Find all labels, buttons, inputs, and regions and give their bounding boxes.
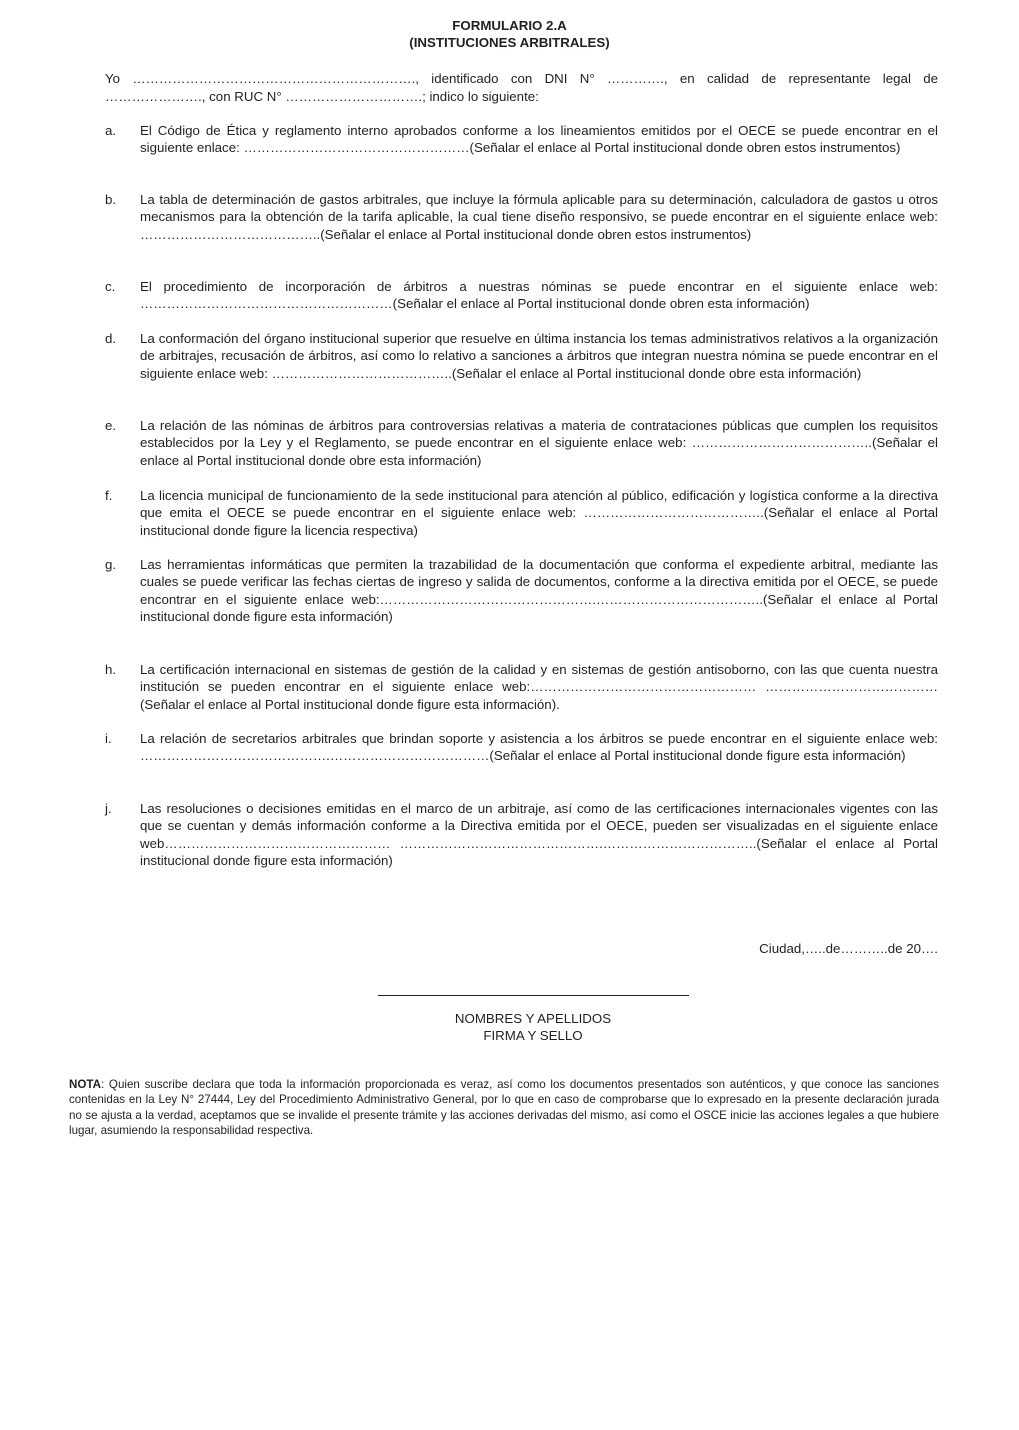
item-text: Las resoluciones o decisiones emitidas en el marco de un arbitraje, así como de las certificaciones internacionales vigentes con las que se cuentan y demás información conforme a la Directiva emitida por el OECE, pueden ser visualizadas en el siguiente enlace web…………………………………………… ……………………………………….……………………………..(Señalar el enlace al Portal institucional donde figure esta información) [140, 801, 938, 869]
item-letter: h. [105, 662, 117, 677]
city-date-line: Ciudad,…..de………..de 20…. [759, 941, 938, 956]
item-text: La relación de secretarios arbitrales que brindan soporte y asistencia a los árbitros se puede encontrar en el siguiente enlace web: …………………………………….………………………………(Señalar el enlace al Portal institucional donde figure esta información) [140, 731, 938, 764]
list-item-g [105, 556, 938, 626]
item-text: La conformación del órgano institucional superior que resuelve en última instancia los temas administrativos relativos a la organización de arbitrajes, recusación de árbitros, así como lo relativo a sanciones a árbitros que integran nuestra nómina se puede encontrar en el siguiente enlace web: …………………………………..(Señalar el enlace al Portal institucional donde obre esta información) [140, 331, 938, 381]
list-item-a [105, 122, 938, 157]
item-letter: b. [105, 192, 117, 207]
list-item-e [105, 417, 938, 469]
item-text: El procedimiento de incorporación de árbitros a nuestras nóminas se puede encontrar en el siguiente enlace web: …………………………………………………(Señalar el enlace al Portal institucional donde obren esta información) [140, 279, 938, 312]
form-subtitle: (INSTITUCIONES ARBITRALES) [409, 35, 610, 50]
footnote [69, 1077, 939, 1138]
list-item-f [105, 487, 938, 539]
signature-line [378, 995, 689, 996]
list-item-d [105, 330, 938, 382]
item-text: La certificación internacional en sistemas de gestión de la calidad y en sistemas de gestión antisoborno, con las que cuenta nuestra institución se pueden encontrar en el siguiente enlace web:…………………………………………… ………………………………… (Señalar el enlace al Portal institucional donde figure esta información). [140, 662, 938, 712]
item-letter: c. [105, 279, 116, 294]
item-letter: j. [105, 801, 112, 816]
item-letter: i. [105, 731, 112, 746]
form-title: FORMULARIO 2.A [452, 18, 567, 33]
item-letter: f. [105, 488, 113, 503]
signature-name-label: NOMBRES Y APELLIDOS [454, 1011, 612, 1026]
item-letter: d. [105, 331, 117, 346]
note-text: : Quien suscribe declara que toda la información proporcionada es veraz, así como los documentos presentados son auténticos, y que conoce las sanciones contenidas en la Ley N° 27444, Ley del Procedimiento Administrativo General, por lo que en caso de comprobarse que lo expresado en la presente declaración jurada no se ajusta a la verdad, aceptamos que se invalide el presente trámite y las acciones derivadas del mismo, así como el OSCE inicie las acciones legales a que hubiere lugar, asumiendo la responsabilidad respectiva. [69, 1078, 939, 1137]
list-item-j [105, 800, 938, 870]
item-text: La relación de las nóminas de árbitros para controversias relativas a materia de contrataciones públicas que cumplen los requisitos establecidos por la Ley y el Reglamento, se puede encontrar en el siguiente enlace web: …………………………………..(Señalar el enlace al Portal institucional donde obre esta información) [140, 418, 938, 468]
note-label: NOTA [69, 1078, 101, 1091]
item-letter: a. [105, 123, 117, 138]
item-text: Las herramientas informáticas que permiten la trazabilidad de la documentación que conforma el expediente arbitral, mediante las cuales se puede verificar las fechas ciertas de ingreso y salida de documentos, conforme a la directiva emitida por el OECE, se puede encontrar en el siguiente enlace web:………………………………………….………………………………..(Señalar el enlace al Portal institucional donde figure esta información) [140, 557, 938, 625]
item-letter: e. [105, 418, 117, 433]
intro-paragraph: Yo ………………………………………………………., identificado con DNI N° …………., en calidad de representante legal de …………………., con RUC N° ………………………….; indico lo siguiente: [105, 71, 938, 104]
item-letter: g. [105, 557, 117, 572]
list-item-c [105, 278, 938, 313]
list-item-h [105, 661, 938, 713]
list-item-b [105, 191, 938, 243]
item-text: El Código de Ética y reglamento interno aprobados conforme a los lineamientos emitidos por el OECE se puede encontrar en el siguiente enlace: ……………………………………………(Señalar el enlace al Portal institucional donde obren estos instrumentos) [140, 123, 938, 156]
item-text: La tabla de determinación de gastos arbitrales, que incluye la fórmula aplicable para su determinación, calculadora de gastos u otros mecanismos para la obtención de la tarifa aplicable, la cual tiene diseño responsivo, se puede encontrar en el siguiente enlace web: …………………………………..(Señalar el enlace al Portal institucional donde obren estos instrumentos) [140, 192, 938, 242]
item-text: La licencia municipal de funcionamiento de la sede institucional para atención al público, edificación y logística conforme a la directiva que emita el OECE se puede encontrar en el siguiente enlace web: …………………………………..(Señalar el enlace al Portal institucional donde figure la licencia respectiva) [140, 488, 938, 538]
list-item-i [105, 730, 938, 765]
signature-sign-label: FIRMA Y SELLO [483, 1028, 583, 1043]
